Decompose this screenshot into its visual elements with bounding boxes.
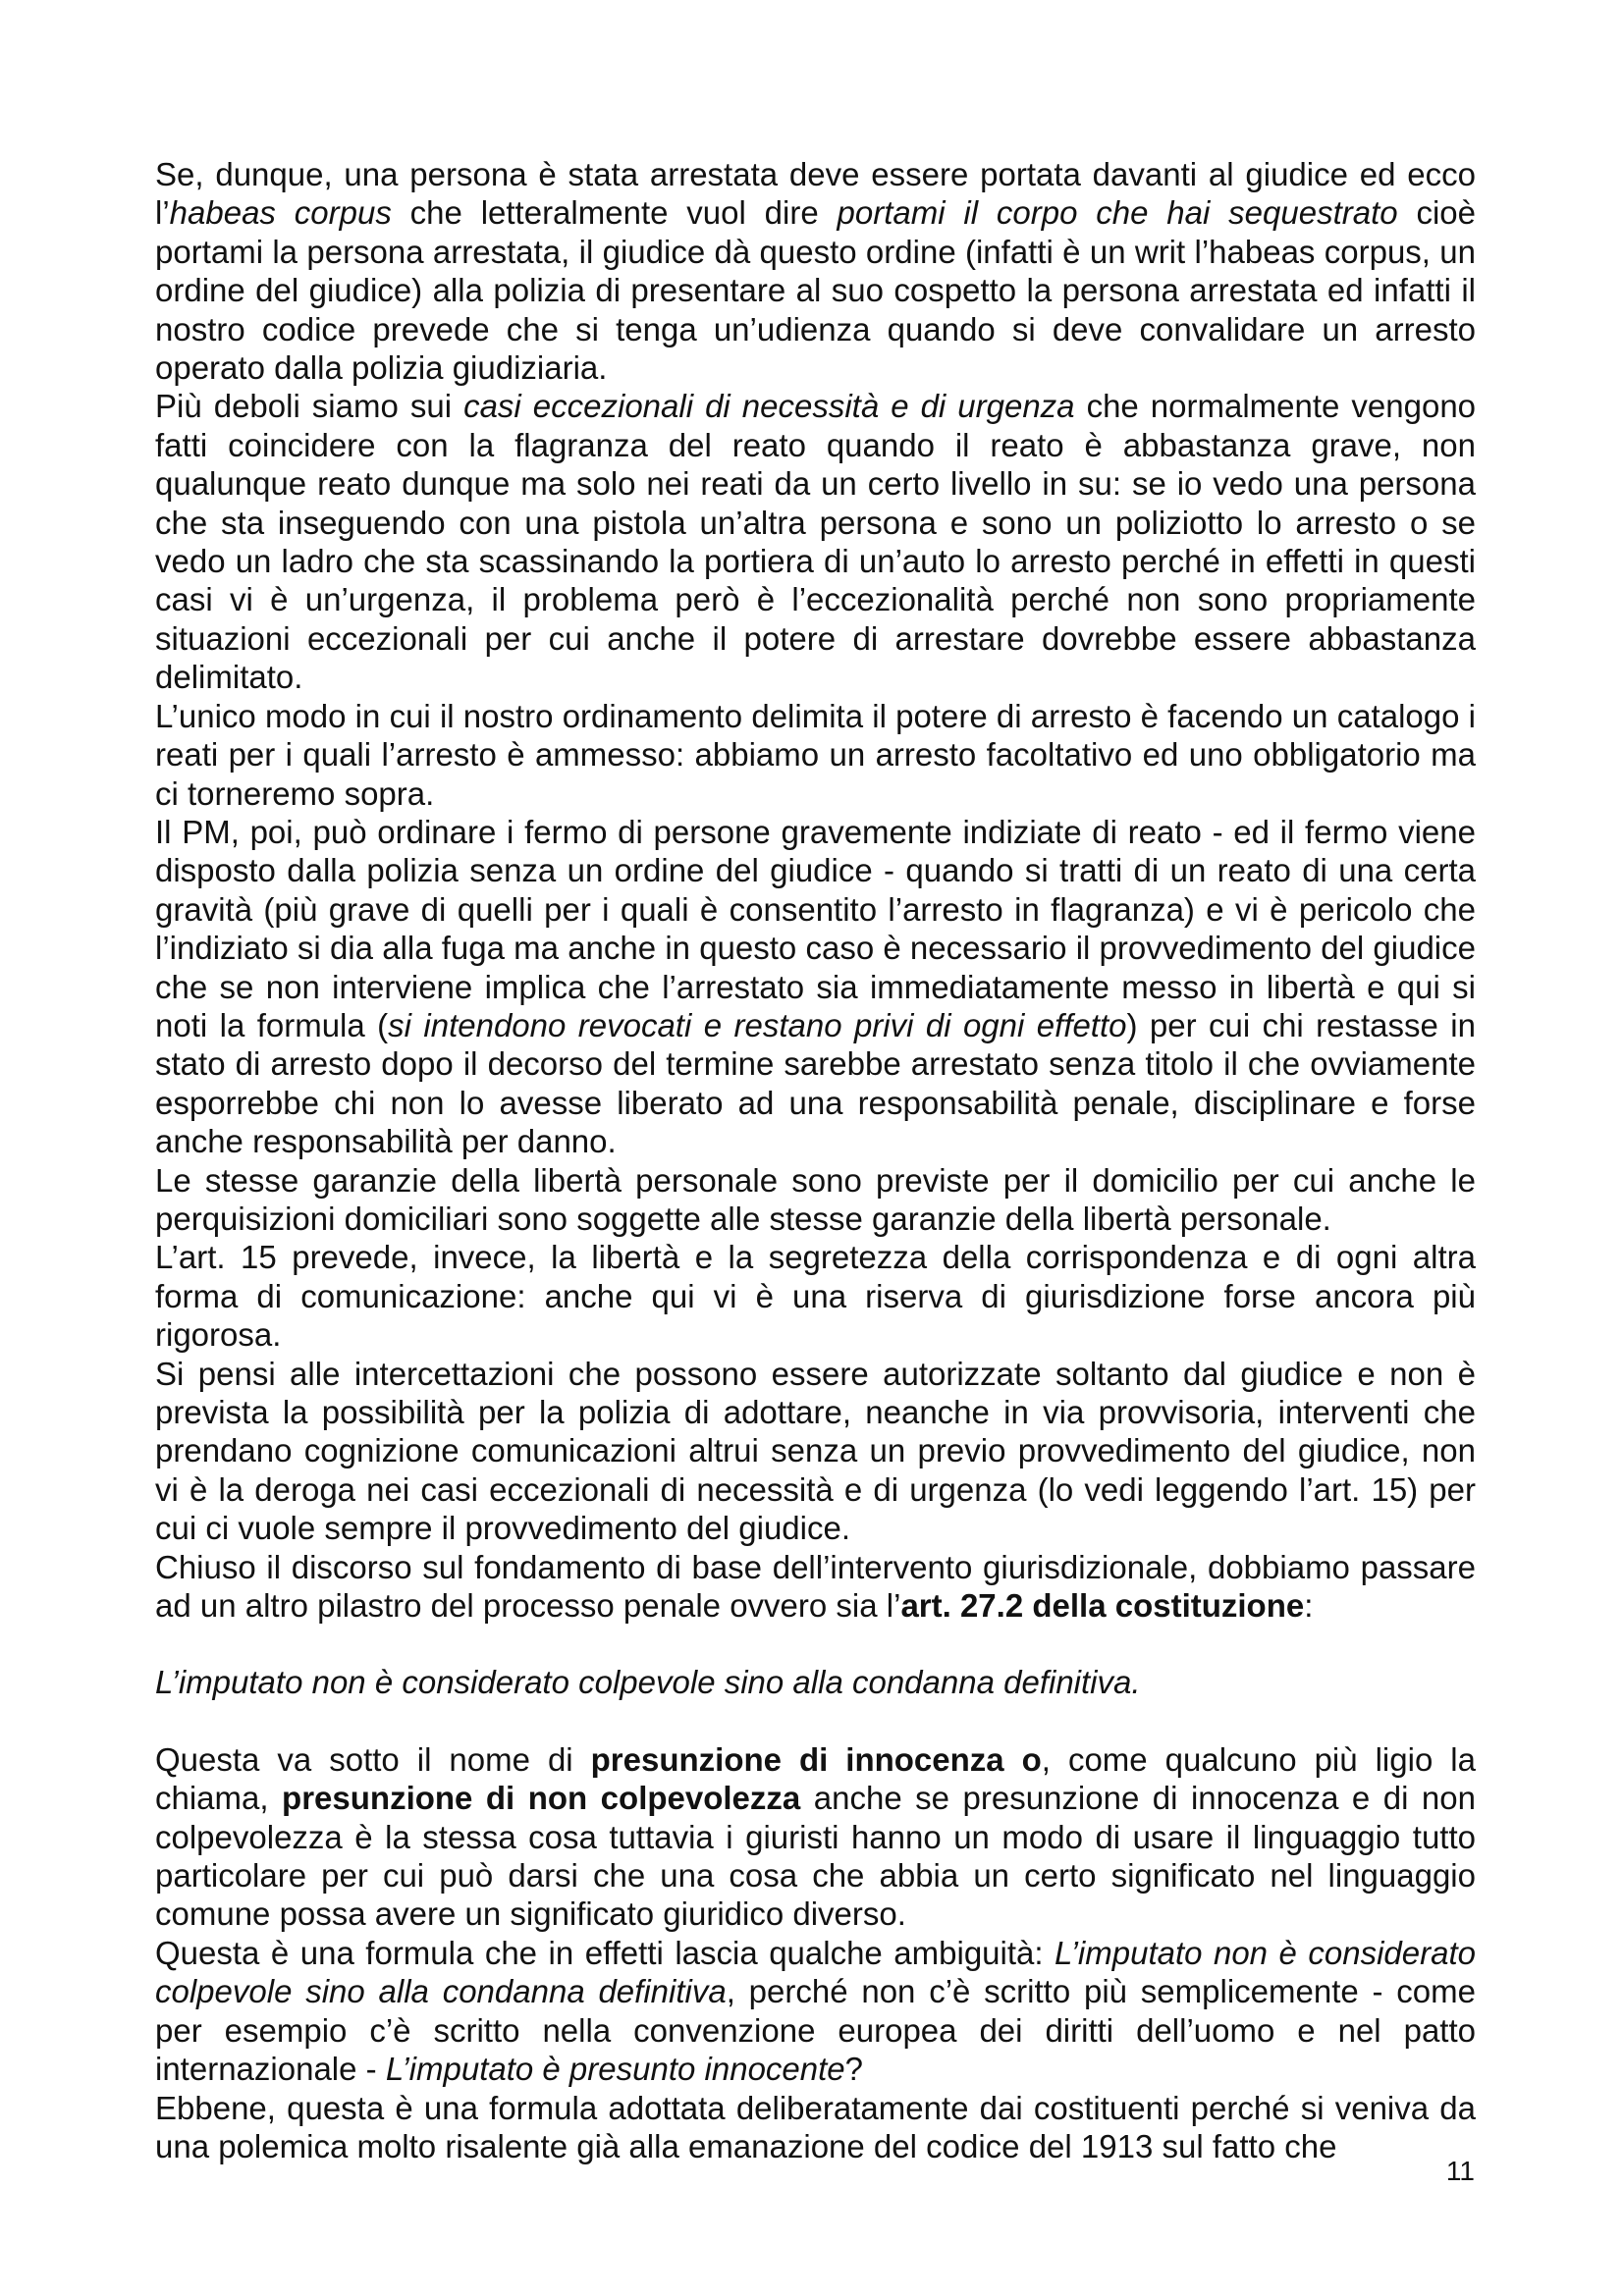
italic-text: si intendono revocati e restano privi di ogni effetto xyxy=(388,1006,1127,1043)
paragraph xyxy=(155,1161,1476,1239)
paragraph xyxy=(155,813,1476,1161)
text-run: L’unico modo in cui il nostro ordinamento delimita il potere di arresto è facendo un catalogo i reati per i quali l’arresto è ammesso: abbiamo un arresto facoltativo ed uno obbligatorio ma ci torneremo sopra. xyxy=(155,697,1476,812)
paragraph xyxy=(155,387,1476,696)
paragraph xyxy=(155,1238,1476,1354)
text-run: Ebbene, questa è una formula adottata deliberatamente dai costituenti perché si veniva da una polemica molto risalente già alla emanazione del codice del 1913 sul fatto che xyxy=(155,2089,1476,2164)
text-run: Questa è una formula che in effetti lascia qualche ambiguità: xyxy=(155,1934,1055,1971)
text-run: , come qualcuno più ligio la chiama, xyxy=(155,1740,1476,1817)
text-run: Se, dunque, una persona è stata arrestata deve essere portata davanti al giudice ed ecco l’ xyxy=(155,156,1476,232)
paragraph xyxy=(155,1934,1476,2089)
italic-text: L’imputato non è considerato colpevole sino alla condanna definitiva xyxy=(155,1934,1476,2010)
paragraph xyxy=(155,1740,1476,1934)
text-run: , perché non c’è scritto più semplicemente - come per esempio c’è scritto nella convenzione europea dei diritti dell’uomo e nel patto internazionale - xyxy=(155,1973,1476,2088)
paragraph xyxy=(155,1548,1476,1626)
bold-text: presunzione di non colpevolezza xyxy=(282,1780,801,1817)
text-run: Questa va sotto il nome di xyxy=(155,1740,591,1778)
text-run: L’art. 15 prevede, invece, la libertà e la segretezza della corrispondenza e di ogni altra forma di comunicazione: anche qui vi è una riserva di giurisdizione forse ancora più rigorosa. xyxy=(155,1239,1476,1354)
text-run: che normalmente vengono fatti coincidere con la flagranza del reato quando il reato è abbastanza grave, non qualunque reato dunque ma solo nei reati da un certo livello in su: se io vedo una persona che sta inseguendo con una pistola un’altra persona e sono un poliziotto lo arresto o se vedo un ladro che sta scassinando la portiera di un’auto lo arresto perché in effetti in questi casi vi è un’urgenza, il problema però è l’eccezionalità perché non sono propriamente situazioni eccezionali per cui anche il potere di arrestare dovrebbe essere abbastanza delimitato. xyxy=(155,388,1477,696)
text-run: Più deboli siamo sui xyxy=(155,388,464,425)
italic-text: L’imputato è presunto innocente xyxy=(385,2051,845,2088)
paragraph xyxy=(155,697,1476,813)
text-run: Le stesse garanzie della libertà personale sono previste per il domicilio per cui anche le perquisizioni domiciliari sono soggette alle stesse garanzie della libertà personale. xyxy=(155,1161,1476,1237)
bold-text: art. 27.2 della costituzione xyxy=(900,1587,1305,1625)
text-run: cioè portami la persona arrestata, il giudice dà questo ordine (infatti è un writ l’habeas corpus, un ordine del giudice) alla polizia di presentare al suo cospetto la persona arrestata ed infatti il nostro codice prevede che si tenga un’udienza quando si deve convalidare un arresto operato dalla polizia giudiziaria. xyxy=(155,194,1476,387)
italic-text: habeas corpus xyxy=(169,194,392,232)
text-run: che letteralmente vuol dire xyxy=(391,194,838,232)
text-run: Il PM, poi, può ordinare i fermo di persone gravemente indiziate di reato - ed il fermo viene disposto dalla polizia senza un ordine del giudice - quando si tratti di un reato di una certa gravità (più grave di quelli per i quali è consentito l’arresto in flagranza) e vi è pericolo che l’indiziato si dia alla fuga ma anche in questo caso è necessario il provvedimento del giudice che se non interviene implica che l’arrestato sia immediatamente messo in libertà e qui si noti la formula ( xyxy=(155,813,1476,1043)
paragraph xyxy=(155,2089,1476,2166)
italic-text: portami il corpo che hai sequestrato xyxy=(837,194,1398,232)
italic-text: casi eccezionali di necessità e di urgenza xyxy=(463,388,1075,425)
text-run: ? xyxy=(844,2051,864,2088)
italic-text: L’imputato non è considerato colpevole sino alla condanna definitiva. xyxy=(155,1664,1141,1701)
page-number: 11 xyxy=(1445,2156,1475,2186)
paragraph xyxy=(155,155,1476,387)
text-run: Chiuso il discorso sul fondamento di base dell’intervento giurisdizionale, dobbiamo passare ad un altro pilastro del processo penale ovvero sia l’ xyxy=(155,1548,1476,1625)
paragraph xyxy=(155,1355,1476,1548)
bold-text: presunzione di innocenza o xyxy=(590,1740,1042,1778)
text-run: Si pensi alle intercettazioni che possono essere autorizzate soltanto dal giudice e non è prevista la possibilità per la polizia di adottare, neanche in via provvisoria, interventi che prendano cognizione comunicazioni altrui senza un previo provvedimento del giudice, non vi è la deroga nei casi eccezionali di necessità e di urgenza (lo vedi leggendo l’art. 15) per cui ci vuole sempre il provvedimento del giudice. xyxy=(155,1355,1476,1547)
text-run: anche se presunzione di innocenza e di non colpevolezza è la stessa cosa tuttavia i giuristi hanno un modo di usare il linguaggio tutto particolare per cui può darsi che una cosa che abbia un certo significato nel linguaggio comune possa avere un significato giuridico diverso. xyxy=(155,1780,1476,1933)
document-body xyxy=(155,155,1476,2165)
text-run: : xyxy=(1304,1587,1314,1625)
quoted-paragraph xyxy=(155,1663,1476,1701)
text-run: ) per cui chi restasse in stato di arresto dopo il decorso del termine sarebbe arrestato senza titolo il che ovviamente esporrebbe chi non lo avesse liberato ad una responsabilità penale, disciplinare e forse anche responsabilità per danno. xyxy=(155,1006,1476,1160)
